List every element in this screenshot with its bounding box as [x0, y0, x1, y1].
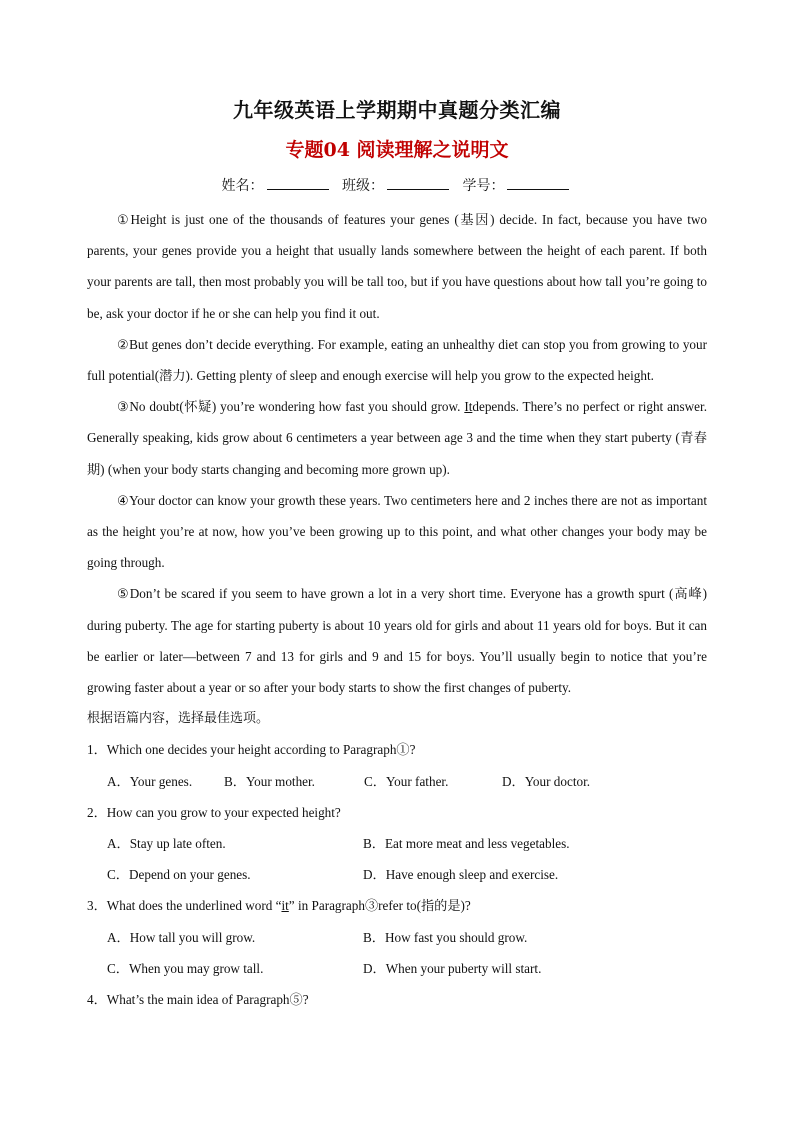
paragraph-4: ④Your doctor can know your growth these years. Two centimeters here and 2 inches there are not as important as the height you’re at now, how you’ve been growing up to this point, and what other changes your body may be going through. [87, 492, 707, 571]
question-3-option-d[interactable]: D．When your puberty will start. [363, 960, 542, 976]
paragraph-1: ①Height is just one of the thousands of features your genes (基因) decide. In fact, because you have two parents, your genes provide you a height that usually lands somewhere between the height of each parent. If both your parents are tall, then most probably you will be tall too, but if you have questions about how tall you’re going to be, ask your doctor if he or she can help you find it out. [87, 212, 707, 321]
question-2-options-row-1 [87, 828, 707, 859]
question-3-option-a[interactable]: A．How tall you will grow. [107, 929, 256, 945]
paragraph-2: ②But genes don’t decide everything. For example, eating an unhealthy diet can stop you from growing to your full potential(潜力). Getting plenty of sleep and enough exercise will help you grow to the expected height. [87, 336, 707, 384]
paragraph-3 [87, 391, 707, 485]
question-2-option-a[interactable]: A．Stay up late often. [107, 836, 226, 852]
question-1-option-a[interactable]: A．Your genes. [107, 773, 193, 789]
class-label: 班级： [342, 178, 384, 194]
paragraph-3-end: depends. There’s no perfect or right answer. Generally speaking, kids grow about 6 centimeters a year between age 3 and the time when they start puberty (青春期) (when your body starts changing and becoming more grown up). [87, 399, 707, 477]
question-2-options-row-2 [87, 859, 707, 890]
question-3-stem [87, 890, 707, 921]
reading-body [87, 204, 707, 1015]
question-2-option-c[interactable]: C．Depend on your genes. [107, 867, 251, 883]
class-blank[interactable] [387, 177, 449, 190]
question-3-options-row-2 [87, 953, 707, 984]
question-3-option-b[interactable]: B．How fast you should grow. [363, 929, 528, 945]
question-3-stem-end: ” in Paragraph③refer to(指的是)? [288, 898, 471, 914]
question-2-stem: 2．How can you grow to your expected height? [87, 804, 341, 820]
name-blank[interactable] [267, 177, 329, 190]
question-3-options-row-1 [87, 922, 707, 953]
question-instruction: 根据语篇内容，选择最佳选项。 [87, 711, 270, 727]
question-1-stem: 1．Which one decides your height according to Paragraph①? [87, 742, 416, 758]
name-label: 姓名： [221, 178, 264, 194]
id-label: 学号： [462, 178, 505, 194]
question-2-option-b[interactable]: B．Eat more meat and less vegetables. [363, 836, 570, 852]
question-4-stem: 4．What’s the main idea of Paragraph⑤? [87, 992, 309, 1008]
document-title: 九年级英语上学期期中真题分类汇编 [233, 98, 561, 122]
question-1-options [87, 766, 707, 797]
question-3-underlined-it: it [281, 898, 289, 914]
underlined-word-it: It [464, 399, 473, 415]
question-1-option-d[interactable]: D．Your doctor. [502, 773, 591, 789]
document-subtitle: 专题04 阅读理解之说明文 [285, 139, 509, 161]
paragraph-3-start: ③No doubt(怀疑) you’re wondering how fast you should grow. [117, 399, 465, 415]
id-blank[interactable] [507, 177, 569, 190]
question-3-option-c[interactable]: C．When you may grow tall. [107, 960, 264, 976]
question-2-option-d[interactable]: D．Have enough sleep and exercise. [363, 867, 559, 883]
question-1-option-c[interactable]: C．Your father. [364, 773, 449, 789]
question-1-option-b[interactable]: B．Your mother. [224, 773, 315, 789]
paragraph-5: ⑤Don’t be scared if you seem to have grown a lot in a very short time. Everyone has a growth spurt (高峰) during puberty. The age for starting puberty is about 10 years old for girls and about 11 years old for boys. But it can be earlier or later—between 7 and 13 for girls and 9 and 15 for boys. You’ll usually begin to notice that you’re growing faster about a year or so after your body starts to show the first changes of puberty. [87, 586, 707, 696]
question-3-stem-start: 3．What does the underlined word “ [87, 898, 282, 914]
student-info-line [0, 175, 794, 195]
